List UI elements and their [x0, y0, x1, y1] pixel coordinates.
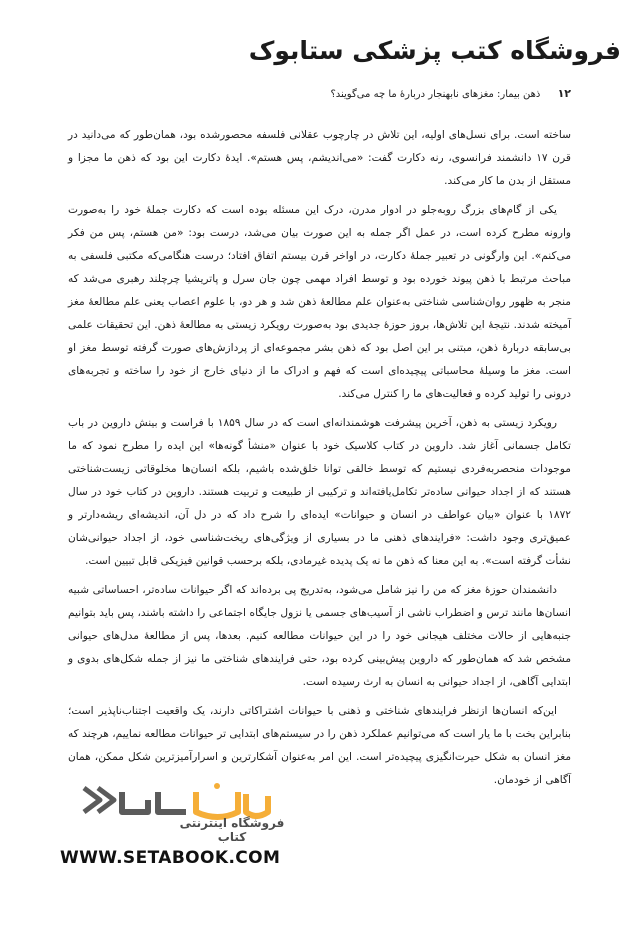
paragraph: یکی از گام‌های بزرگ روبه‌جلو در ادوار مدرن، درک این مسئله بوده است که دکارت جملهٔ خود را به‌صورت وارونه مطرح کرده است، در عمل اگر جمله به این صورت بیان می‌شد، درست بود: «من هستم، پس من فکر می‌کنم». این وارگونی در تعبیر جملهٔ دکارت، در اواخر قرن بیستم اتفاق افتاد؛ درست هنگامی‌که مکتبی فلسفی به مباحث مرتبط با ذهن پیوند خورده بود و توسط افراد مهمی چون جان سرل و پاتریشیا چرچلند رهبری می‌شد که منجر به ظهور روان‌شناسی شناختی به‌عنوان علم مطالعهٔ ذهن شد و هر دو، با علوم اعصاب یعنی علم مطالعهٔ مغز آمیخته شدند. نتیجهٔ این تلاش‌ها، بروز حوزهٔ جدیدی بود به‌صورت رویکرد زیستی به مطالعهٔ ذهن. این تحقیقات علمی بی‌سابقه دربارهٔ ذهن، مبتنی بر این اصل بود که ذهن بشر مجموعه‌ای از پردازش‌های صورت گرفته توسط مغز او است. مغز ما وسیلهٔ محاسباتی پیچیده‌ای است که فهم و ادراک ما از دنیای خارج از خود را ساخته و تجربه‌های درونی را تولید کرده و فعالیت‌های ما را کنترل می‌کند. — [68, 204, 571, 400]
setabook-watermark-logo — [78, 782, 293, 844]
watermark-tagline: فروشگاه اینترنتی کتاب — [179, 816, 285, 844]
site-url[interactable]: WWW.SETABOOK.COM — [60, 848, 281, 868]
running-head — [71, 87, 571, 100]
paragraph: رویکرد زیستی به ذهن، آخرین پیشرفت هوشمندانه‌ای است که در سال ۱۸۵۹ با فراست و بینش داروین در باب تکامل جسمانی آغاز شد. داروین در کتاب کلاسیک خود با عنوان «منشأ گونه‌ها» این ایده را مطرح نمود که ما موجودات منحصربه‌فردی نیستیم که توسط خالقی توانا خلق‌شده باشیم، بلکه انسان‌ها مخلوقاتی زیست‌شناختی هستند که از اجداد حیوانی ساده‌تر تکامل‌یافته‌اند و ترکیبی از طبیعت و تربیت هستند. داروین در کتاب خود در سال ۱۸۷۲ با عنوان «بیان عواطف در انسان و حیوانات» ایده‌ای را شرح داد که در دل آن، اندیشه‌ای ریشه‌دارتر و عمیق‌تری وجود داشت: «فرایندهای ذهنی ما در بسیاری از ویژگی‌های ریخت‌شناسی خود، از اجداد حیوانی‌شان نشأت گرفته است». به این معنا که ذهن ما نه یک پدیده غیرمادی، بلکه برحسب قوانین فیزیکی قابل تبیین است. — [68, 417, 571, 567]
body-text — [68, 124, 571, 798]
paragraph: دانشمندان حوزهٔ مغز که من را نیز شامل می‌شود، به‌تدریج پی برده‌اند که اگر حیوانات ساده‌تر، احساساتی شبیه انسان‌ها مانند ترس و اضطراب ناشی از آسیب‌های جسمی یا نزول جایگاه اجتماعی را داشته باشند، پس باید بتوانیم جنبه‌هایی از حالات مختلف هیجانی خود را در این حیوانات مطالعه کنیم. بعدها، پس از مطالعهٔ مدل‌های حیوانی مشخص شد که همان‌طور که داروین پیش‌بینی کرده بود، حتی فرایندهای شناختی ما نیز از جمله شکل‌های بدوی و ابتدایی آگاهی، از اجداد حیوانی به انسان به ارث رسیده است. — [68, 584, 571, 688]
page-number: ۱۲ — [557, 87, 571, 100]
store-title: فروشگاه کتب پزشکی ستابوک — [248, 36, 621, 65]
chapter-title: ذهن بیمار: مغزهای نابهنجار دربارهٔ ما چه می‌گویند؟ — [330, 89, 541, 100]
paragraph: این‌که انسان‌ها ازنظر فرایندهای شناختی و ذهنی با حیوانات اشتراکاتی دارند، یک واقعیت اجتناب‌ناپذیر است؛ بنابراین بخت با ما یار است که می‌توانیم عملکرد ذهن را در سیستم‌های ابتدایی تر حیوانات مطالعه نماییم، هرچند که مغز انسان به شکل حیرت‌انگیزی پیچیده‌تر است. این امر به‌عنوان آشکارترین و اسرارآمیزترین شکل ممکن، همان آگاهی از خودمان. — [68, 705, 571, 786]
paragraph: ساخته است. برای نسل‌های اولیه، این تلاش در چارچوب عقلانی فلسفه محصورشده بود، همان‌طور که می‌دانید در قرن ۱۷ دانشمند فرانسوی، رنه دکارت گفت: «می‌اندیشم، پس هستم». ایدهٔ دکارت این بود که ذهن ما مجزا و مستقل از بدن ما کار می‌کند. — [68, 129, 571, 187]
